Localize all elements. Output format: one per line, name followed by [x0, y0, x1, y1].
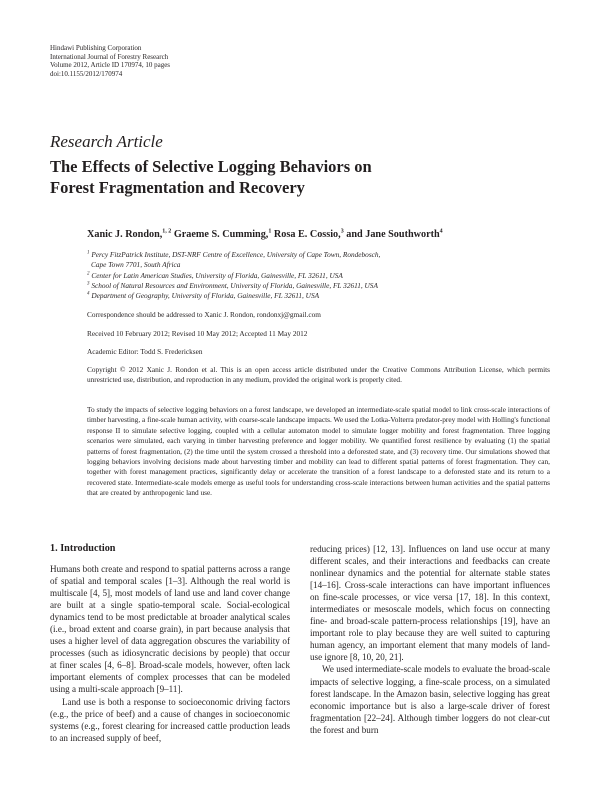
- affil-text: School of Natural Resources and Environment, University of Florida, Gainesville, FL 32611, USA: [91, 280, 378, 290]
- paragraph: Humans both create and respond to spatial patterns across a range of spatial and temporal scales [1–3]. Although the real world is multiscale [4, 5], most models of land use and land cover change are built at a single spatio-temporal scale. Social-ecological dynamics tend to be most predictable at broader analytical scales (i.e., broad extent and coarse grain), in part because analysis that uses a higher level of data aggregation obscures the variability of processes (such as idiosyncratic decisions by people) that occur at finer scales [4, 6–8]. Broad-scale models, however, often lack important elements of complex processes that can be modeled using a multi-scale approach [9–11].: [50, 564, 290, 695]
- paragraph: Land use is both a response to socioeconomic driving factors (e.g., the price of beef) and a cause of changes in socioeconomic systems (e.g., forest clearing for increased cattle production leads to an increased supply of beef,: [50, 696, 290, 743]
- abstract: To study the impacts of selective logging behaviors on a forest landscape, we developed an intermediate-scale spatial model to link cross-scale interactions of timber harvesting, a fine-scale human activity, with coarse-scale landscape impacts. We used the Lotka-Volterra predator-prey model with Holling's functional response II to simulate selective logging, coupled with a cellular automaton model to simulate logger mobility and forest fragmentation. Three logging scenarios were simulated, each varying in timber harvesting preference and logger mobility. We quantified forest resilience by evaluating (1) the spatial patterns of forest fragmentation, (2) the time until the system crossed a threshold into a deforested state, and (3) recovery time. Our simulations showed that logging behaviors involving decisions made about harvesting timber and mobility can lead to different spatial patterns of forest fragmentation. They can, together with forest management practices, significantly delay or accelerate the transition of a forest landscape to a deforested state and its return to a recovered state. Intermediate-scale models emerge as useful tools for understanding cross-scale interactions between human activities and the spatial patterns that are created by anthropogenic land use.: [87, 405, 550, 498]
- author-affil-mark: 1: [268, 228, 272, 235]
- affil-number: 1: [87, 250, 90, 256]
- affil-text: Center for Latin American Studies, University of Florida, Gainesville, FL 32611, USA: [91, 270, 343, 280]
- affiliation: [87, 250, 557, 260]
- doi: doi:10.1155/2012/170974: [50, 69, 123, 78]
- section-heading: 1. Introduction: [50, 543, 116, 554]
- affil-number: 4: [87, 291, 90, 297]
- author-name: Rosa E. Cossio,: [273, 229, 341, 240]
- left-column: [50, 563, 290, 744]
- article-type: Research Article: [50, 132, 163, 151]
- author-list: [87, 229, 443, 240]
- author-affil-mark: 4: [439, 228, 443, 235]
- author-name: Graeme S. Cumming,: [173, 229, 269, 240]
- paragraph: We used intermediate-scale models to evaluate the broad-scale impacts of selective logging, a fine-scale process, on a simulated forest landscape. In the Amazon basin, selective logging has great economic importance but is also a large-scale driver of forest fragmentation [22–24]. Although timber loggers do not clear-cut the forest and burn: [310, 664, 550, 735]
- journal-header: [50, 44, 170, 78]
- title-line-1: The Effects of Selective Logging Behaviors on: [50, 157, 372, 176]
- affil-number: 2: [87, 271, 90, 277]
- right-column: [310, 543, 550, 736]
- affil-number: 3: [87, 281, 90, 287]
- author-name: and Jane Southworth: [346, 229, 440, 240]
- copyright-notice: Copyright © 2012 Xanic J. Rondon et al. This is an open access article distributed under the Creative Commons Attribution License, which permits unrestricted use, distribution, and reproduction in any medium, provided the original work is properly cited.: [87, 365, 550, 385]
- paragraph: reducing prices) [12, 13]. Influences on land use occur at many different scales, and their interactions and feedbacks can create nonlinear dynamics and the potential for alternate stable states [14–16]. Cross-scale interactions can have important influences on fine-scale processes, or vice versa [17, 18]. In this context, intermediates or mesoscale models, which focus on connecting fine- and broad-scale pattern-process relationships [19], have an important role to play because they are well suited to capturing human agency, an important element that many models of land-use ignore [8, 10, 20, 21].: [310, 544, 550, 663]
- received-dates: Received 10 February 2012; Revised 10 May 2012; Accepted 11 May 2012: [87, 329, 308, 338]
- affil-text: Percy FitzPatrick Institute, DST-NRF Centre of Excellence, University of Cape Town, Rondebosch,: [91, 250, 381, 259]
- affiliation: [87, 271, 557, 281]
- affiliation: [87, 291, 557, 301]
- publisher-name: Hindawi Publishing Corporation: [50, 44, 142, 52]
- author-affil-mark: 3: [340, 228, 344, 235]
- journal-name: International Journal of Forestry Research: [50, 52, 169, 61]
- affiliation: [87, 281, 557, 291]
- author-name: Xanic J. Rondon,: [87, 229, 163, 240]
- affiliation-continued: Cape Town 7701, South Africa: [91, 260, 181, 270]
- affil-text: Department of Geography, University of Florida, Gainesville, FL 32611, USA: [91, 291, 320, 301]
- paper-title: [50, 156, 550, 198]
- title-line-2: Forest Fragmentation and Recovery: [50, 178, 305, 197]
- author-affil-mark: 1, 2: [162, 228, 172, 235]
- volume-info: Volume 2012, Article ID 170974, 10 pages: [50, 61, 171, 70]
- correspondence: Correspondence should be addressed to Xanic J. Rondon, rondonxj@gmail.com: [87, 310, 321, 319]
- affiliations: [87, 250, 557, 301]
- academic-editor: Academic Editor: Todd S. Fredericksen: [87, 347, 203, 356]
